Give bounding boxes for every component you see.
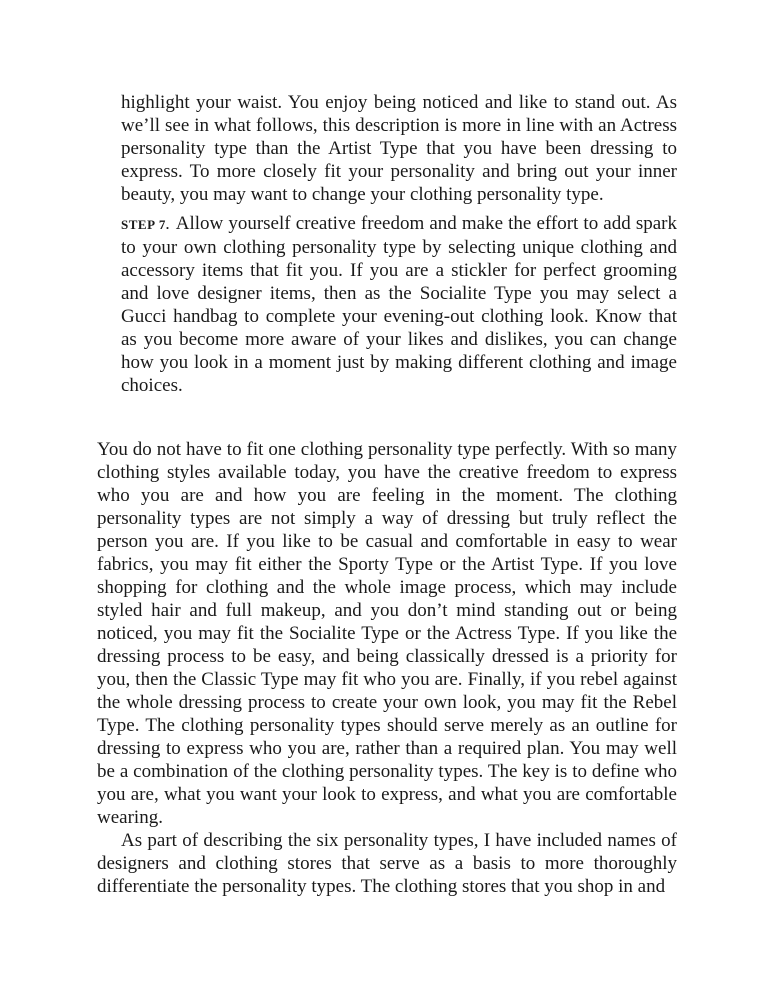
- continued-paragraph: highlight your waist. You enjoy being noticed and like to stand out. As we’ll see in what follows, this description is more in line with an Actress personality type than the Artist Type that you have been dressing to express. To more closely fit your personality and bring out your inner beauty, you may want to change your clothing personality type.: [121, 92, 677, 205]
- step-label: STEP 7.: [121, 217, 170, 232]
- indented-section: [121, 91, 677, 397]
- body-paragraph: As part of describing the six personality types, I have included names of designers and clothing stores that serve as a basis to more thoroughly differentiate the personality types. The clothing stores that you shop in and: [97, 830, 677, 897]
- main-text-section: [97, 438, 677, 898]
- body-paragraph: You do not have to fit one clothing personality type perfectly. With so many clothing styles available today, you have the creative freedom to express who you are and how you are feeling in the moment. The clothing personality types are not simply a way of dressing but truly reflect the person you are. If you like to be casual and comfortable in easy to wear fabrics, you may fit either the Sporty Type or the Artist Type. If you love shopping for clothing and the whole image process, which may include styled hair and full makeup, and you don’t mind standing out or being noticed, you may fit the Socialite Type or the Actress Type. If you like the dressing process to be easy, and being classically dressed is a priority for you, then the Classic Type may fit who you are. Finally, if you rebel against the whole dressing process to create your own look, you may fit the Rebel Type. The clothing personality types should serve merely as an outline for dressing to express who you are, rather than a required plan. You may well be a combination of the clothing personality types. The key is to define who you are, what you want your look to express, and what you are comfortable wearing.: [97, 439, 677, 828]
- step-paragraph: [121, 212, 677, 397]
- step-text: Allow yourself creative freedom and make the effort to add spark to your own clothing personality type by selecting unique clothing and accessory items that fit you. If you are a stickler for perfect grooming and love designer items, then as the Socialite Type you may select a Gucci handbag to complete your evening-out clothing look. Know that as you become more aware of your likes and dislikes, you can change how you look in a moment just by making different clothing and image choices.: [121, 213, 677, 396]
